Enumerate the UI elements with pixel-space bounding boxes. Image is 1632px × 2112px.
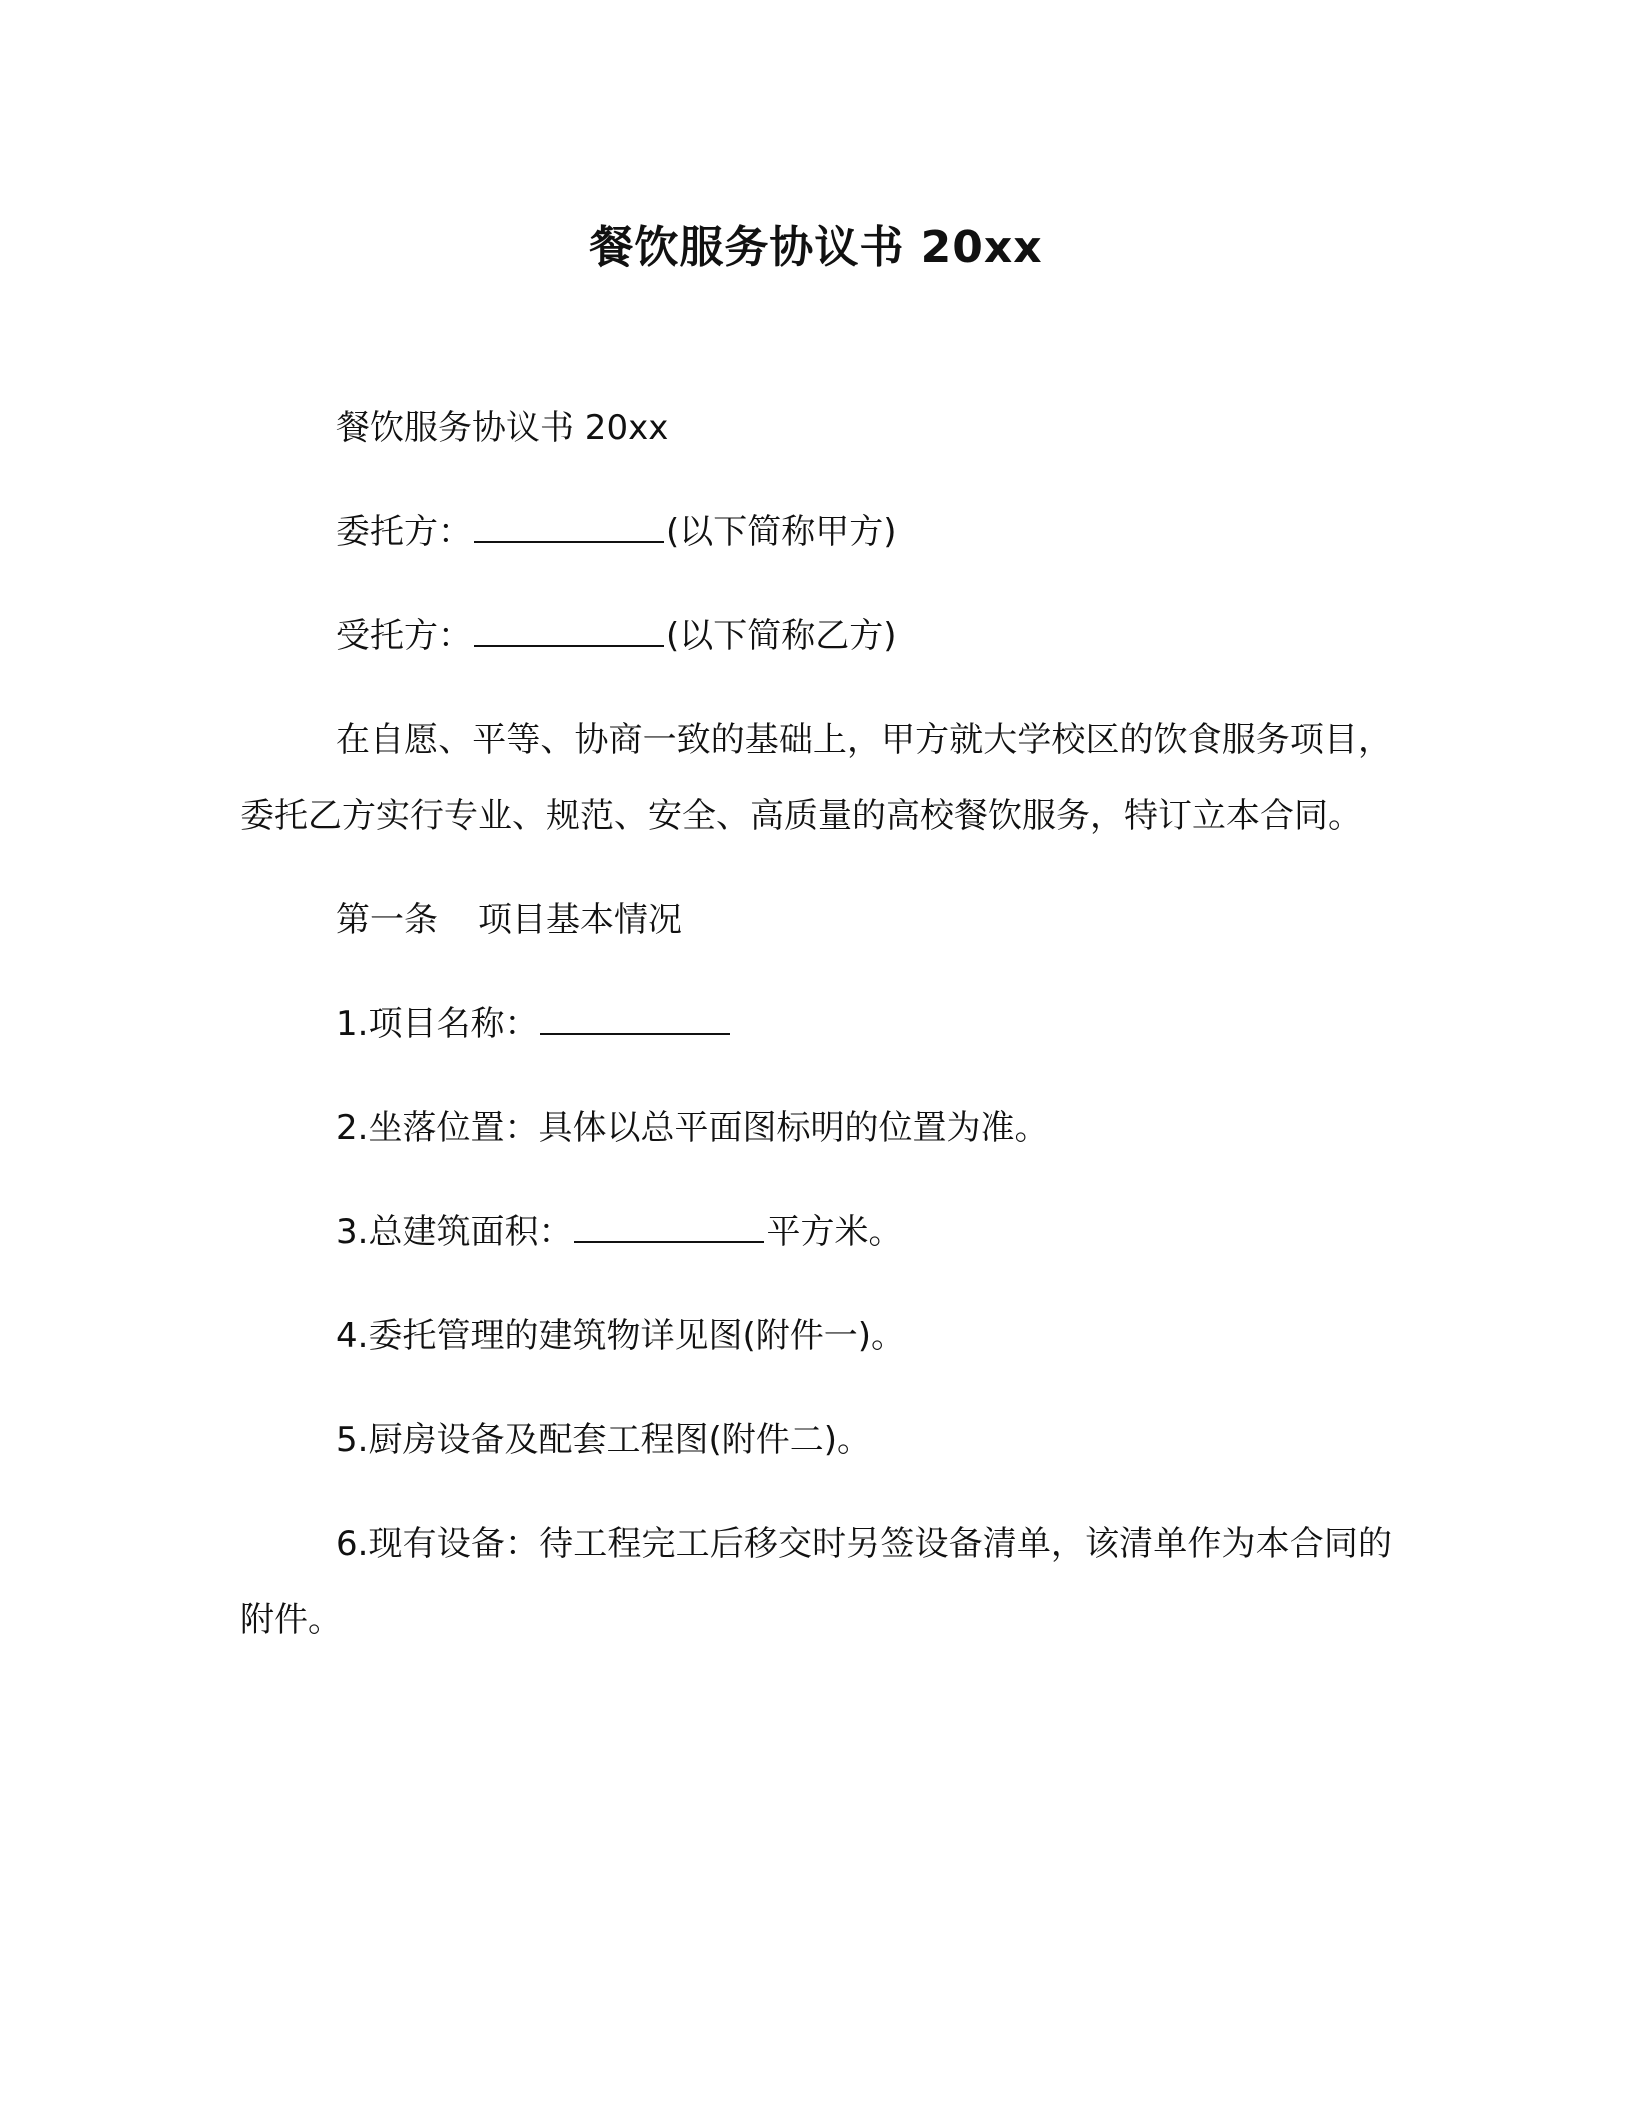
article-1-title: 项目基本情况 — [478, 900, 682, 940]
item-1-label: 1.项目名称： — [336, 1004, 539, 1044]
party-b-line — [240, 598, 1392, 674]
item-5-line: 5.厨房设备及配套工程图(附件二)。 — [336, 1420, 871, 1460]
party-b-suffix: (以下简称乙方) — [666, 616, 897, 656]
item-3-blank — [574, 1207, 764, 1243]
document-body — [240, 390, 1392, 1686]
item-3-line — [240, 1194, 1392, 1270]
party-b-blank — [474, 611, 664, 647]
item-6-line: 6.现有设备：待工程完工后移交时另签设备清单，该清单作为本合同的附件。 — [240, 1524, 1392, 1640]
party-a-label: 委托方： — [336, 512, 472, 552]
item-1-blank — [540, 999, 730, 1035]
document-title: 餐饮服务协议书 20xx — [589, 222, 1043, 273]
item-1-line — [240, 986, 1392, 1062]
article-1-heading — [240, 882, 1392, 958]
item-3-label: 3.总建筑面积： — [336, 1212, 573, 1252]
item-3-suffix: 平方米。 — [766, 1212, 903, 1252]
party-a-line — [240, 494, 1392, 570]
party-a-blank — [474, 507, 664, 543]
item-2-line: 2.坐落位置：具体以总平面图标明的位置为准。 — [336, 1108, 1049, 1148]
item-4-line: 4.委托管理的建筑物详见图(附件一)。 — [336, 1316, 905, 1356]
intro-paragraph: 在自愿、平等、协商一致的基础上，甲方就大学校区的饮食服务项目，委托乙方实行专业、规范、安全、高质量的高校餐饮服务，特订立本合同。 — [240, 720, 1392, 836]
party-b-label: 受托方： — [336, 616, 472, 656]
heading-repeat: 餐饮服务协议书 20xx — [336, 408, 669, 448]
article-1-number: 第一条 — [336, 900, 438, 940]
party-a-suffix: (以下简称甲方) — [666, 512, 897, 552]
